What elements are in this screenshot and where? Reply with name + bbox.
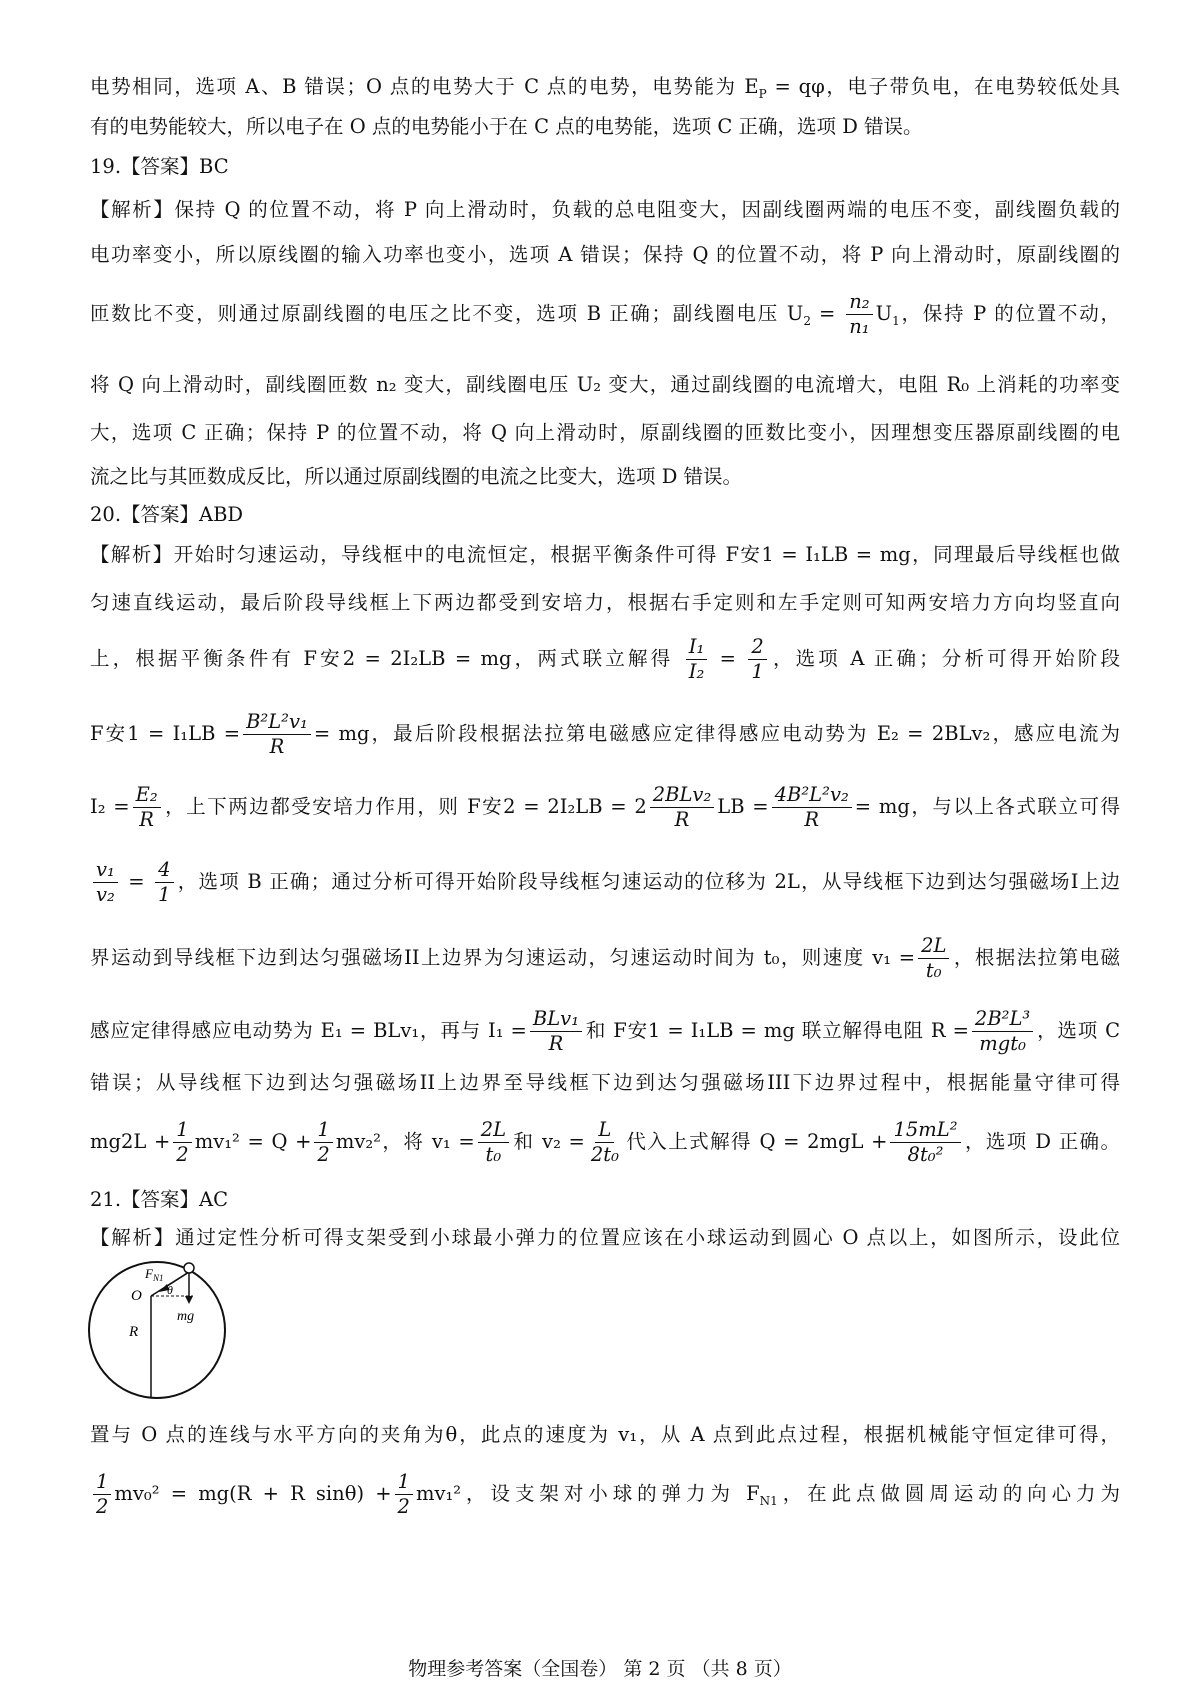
fraction: $\frac{\text{v₁}}{\text{v₂}}$: [93, 858, 118, 907]
formula-line: 感应定律得感应电动势为 E₁ = BLv₁，再与 I₁ = $\frac{\text{BLv₁}}{R}$ 和 F安1 = I₁LB = mg 联立解得电阻 R = $\frac{\text{2B²L³}}{\text{mgt₀}}$ ，选项 C: [90, 1007, 1121, 1055]
arrow-head: [185, 1296, 193, 1304]
text: =: [811, 302, 844, 325]
text-line: 【解析】通过定性分析可得支架受到小球最小弹力的位置应该在小球运动到圆心 O 点以上，如图所示，设此位: [90, 1226, 1120, 1249]
formula-line: I₂ = $\frac{\text{E₂}}{R}$ ，上下两边都受安培力作用，则 F安2 = 2I₂LB = 2 $\frac{\text{2BLv₂}}{R}$ LB = $\frac{\text{4B²L²v₂}}{R}$ = mg，与以上各式联立可得: [90, 783, 1120, 831]
fraction: $\frac{1}{2}$: [173, 1118, 191, 1167]
fraction: $\frac{4}{1}$: [155, 858, 173, 907]
page-footer: 物理参考答案（全国卷） 第 2 页 （共 8 页）: [408, 1658, 792, 1680]
fraction: $\frac{2}{1}$: [748, 635, 766, 684]
formula-line: $\frac{1}{2}$ mv₀² = mg(R + R sinθ) + $\frac{1}{2}$ mv₁²，设支架对小球的弹力为 $F_{N1}$，在此点做圆周运动的向心力为: [90, 1470, 1120, 1519]
fraction: $\frac{\text{E₂}}{R}$: [133, 783, 161, 832]
text-line: 将 Q 向上滑动时，副线圈匝数 n₂ 变大，副线圈电压 U₂ 变大，通过副线圈的电流增大，电阻 R₀ 上消耗的功率变: [90, 373, 1120, 396]
formula-line: mg2L + $\frac{1}{2}$ mv₁² = Q + $\frac{1}{2}$ mv₂²，将 v₁ = $\frac{2L}{\text{t₀}}$ 和 v₂ = $\frac{L}{\text{2t₀}}$ 代入上式解得 Q = 2mgL + $\frac{\text{15mL²}}{\text{8t₀²}}$ ，选项 D 正确。: [90, 1118, 1120, 1166]
text-line: 【解析】开始时匀速运动，导线框中的电流恒定，根据平衡条件可得 F安1 = I₁LB = mg，同理最后导线框也做: [90, 543, 1120, 566]
text: 匝数比不变，则通过原副线圈的电压之比不变，选项 B 正确；副线圈电压 U: [90, 302, 804, 325]
text: ，保持 P 的位置不动，: [899, 302, 1120, 325]
fraction: $\frac{1}{2}$: [93, 1470, 111, 1519]
text-line: 匀速直线运动，最后阶段导线框上下两边都受到安培力，根据右手定则和左手定则可知两安培力方向均竖直向: [90, 591, 1120, 614]
label-mg: mg: [177, 1309, 195, 1324]
answer-heading-19: 19.【答案】BC: [90, 155, 229, 178]
label-theta: θ: [167, 1283, 173, 1297]
label-r: R: [129, 1324, 139, 1340]
fraction: $\frac{\text{4B²L²v₂}}{R}$: [772, 783, 852, 832]
formula-line: 匝数比不变，则通过原副线圈的电压之比不变，选项 B 正确；副线圈电压 $U_2$ = $\frac{\text{n₂}}{\text{n₁}}$ $U_1$，保持 P 的位置不动，: [90, 290, 1120, 338]
text: 电势相同，选项 A、B 错误；O 点的电势大于 C 点的电势，电势能为 E: [90, 75, 759, 98]
label-fn: $F_{N1}$: [145, 1266, 164, 1283]
circle-diagram: [85, 1258, 235, 1408]
formula-line: $\frac{\text{v₁}}{\text{v₂}}$ = $\frac{4}{1}$ ，选项 B 正确；通过分析可得开始阶段导线框匀速运动的位移为 2L，从导线框下边到达匀强磁场I上边: [90, 858, 1120, 907]
fraction: $\frac{\text{15mL²}}{\text{8t₀²}}$: [890, 1118, 960, 1167]
text-line: 错误；从导线框下边到达匀强磁场II上边界至导线框下边到达匀强磁场III下边界过程中，根据能量守律可得: [90, 1071, 1120, 1094]
fraction: $\frac{\text{BLv₁}}{R}$: [530, 1007, 582, 1056]
fraction: $\frac{\text{2B²L³}}{\text{mgt₀}}$: [972, 1007, 1033, 1056]
formula-line: 上，根据平衡条件有 F安2 = 2I₂LB = mg，两式联立解得 $\frac{\text{I₁}}{\text{I₂}}$ = $\frac{2}{1}$ ，选项 A 正确；分析可得开始阶段: [90, 635, 1120, 683]
formula-line: 界运动到导线框下边到达匀强磁场II上边界为匀速运动，匀速运动时间为 t₀，则速度 v₁ = $\frac{2L}{\text{t₀}}$ ，根据法拉第电磁: [90, 934, 1120, 982]
text: U: [875, 302, 893, 325]
text-line: 【解析】保持 Q 的位置不动，将 P 向上滑动时，负载的总电阻变大，因副线圈两端的电压不变，副线圈负载的: [90, 198, 1120, 221]
answer-heading-21: 21.【答案】AC: [90, 1188, 229, 1211]
fraction: $\frac{1}{2}$: [395, 1470, 413, 1519]
fraction: $\frac{1}{2}$: [314, 1118, 332, 1167]
text-line: 电功率变小，所以原线圈的输入功率也变小，选项 A 错误；保持 Q 的位置不动，将 P 向上滑动时，原副线圈的: [90, 243, 1120, 266]
fraction: $\frac{2L}{\text{t₀}}$: [478, 1118, 509, 1167]
fraction: $\frac{\text{n₂}}{\text{n₁}}$: [846, 290, 872, 339]
label-o: O: [131, 1288, 142, 1304]
fraction: $\frac{\text{B²L²v₁}}{R}$: [243, 710, 311, 759]
text-line: 置与 O 点的连线与水平方向的夹角为θ，此点的速度为 v₁，从 A 点到此点过程，根据机械能守恒定律可得，: [90, 1423, 1120, 1446]
text-line: [90, 72, 1120, 109]
subscript: P: [758, 86, 767, 101]
text: = qφ，电子带负电，在电势较低处具: [766, 75, 1120, 98]
text-line: 流之比与其匝数成反比，所以通过原副线圈的电流之比变大，选项 D 错误。: [90, 465, 743, 488]
fraction: $\frac{\text{I₁}}{\text{I₂}}$: [686, 635, 708, 684]
fraction: $\frac{\text{2BLv₂}}{R}$: [650, 783, 715, 832]
fraction: $\frac{2L}{\text{t₀}}$: [918, 934, 949, 983]
text-line: 大，选项 C 正确；保持 P 的位置不动，将 Q 向上滑动时，原副线圈的匝数比变小，因理想变压器原副线圈的电: [90, 421, 1120, 444]
formula-line: F安1 = I₁LB = $\frac{\text{B²L²v₁}}{R}$ = mg，最后阶段根据法拉第电磁感应定律得感应电动势为 E₂ = 2BLv₂，感应电流为: [90, 710, 1120, 758]
ball: [184, 1263, 194, 1273]
text-line: 有的电势能较大，所以电子在 O 点的电势能小于在 C 点的电势能，选项 C 正确，选项 D 错误。: [90, 115, 923, 138]
fraction: $\frac{L}{\text{2t₀}}$: [590, 1118, 619, 1166]
answer-heading-20: 20.【答案】ABD: [90, 503, 244, 526]
